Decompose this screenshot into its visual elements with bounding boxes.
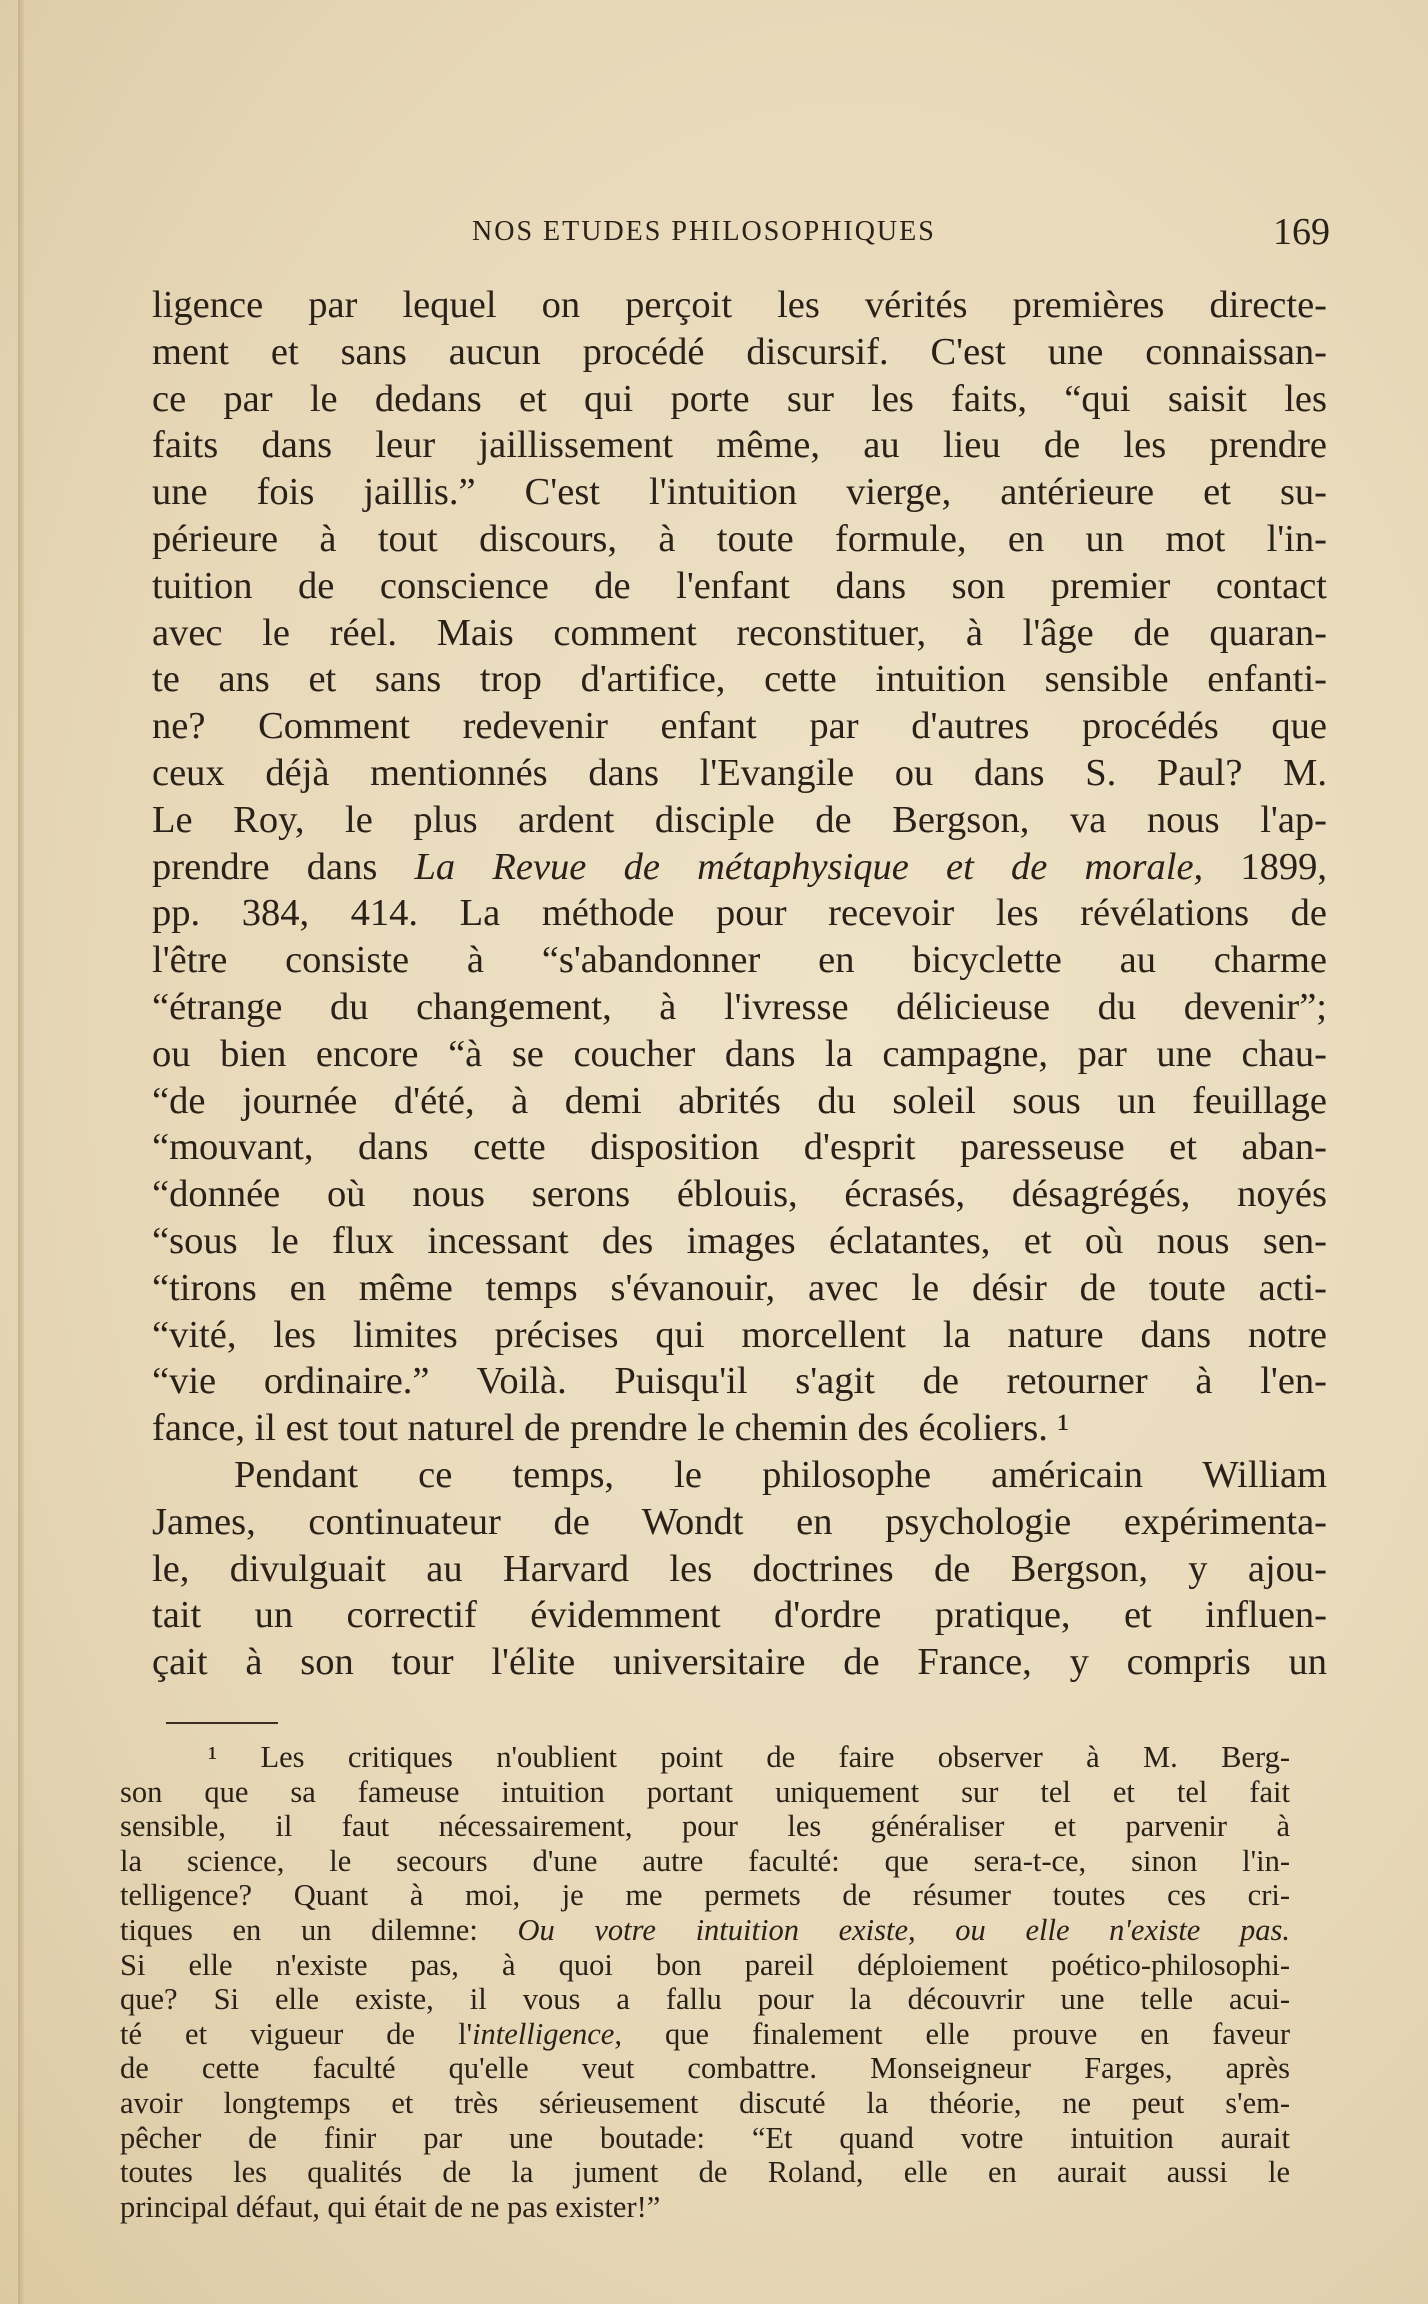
- body-line: “donnée où nous serons éblouis, écrasés, désagrégés, noyés: [152, 1173, 1327, 1216]
- running-title: NOS ETUDES PHILOSOPHIQUES: [472, 216, 936, 247]
- page-header: [150, 210, 1330, 260]
- body-line: ment et sans aucun procédé discursif. C'est une connaissan-: [152, 330, 1327, 373]
- footnote-line: sensible, il faut nécessairement, pour les généraliser et parvenir à: [120, 1809, 1290, 1844]
- body-line: “sous le flux incessant des images éclatantes, et où nous sen-: [152, 1219, 1327, 1262]
- body-line: l'être consiste à “s'abandonner en bicyclette au charme: [152, 939, 1327, 982]
- body-line: ne? Comment redevenir enfant par d'autres procédés que: [152, 705, 1327, 748]
- footnote-line: principal défaut, qui était de ne pas exister!”: [120, 2189, 661, 2224]
- body-text: [152, 282, 1327, 1686]
- footnote: [120, 1740, 1290, 2224]
- body-line: ligence par lequel on perçoit les vérités premières directe-: [152, 284, 1327, 326]
- body-line: pp. 384, 414. La méthode pour recevoir les révélations de: [152, 892, 1327, 935]
- body-line: te ans et sans trop d'artifice, cette intuition sensible enfanti-: [152, 658, 1327, 701]
- footnote-line: que? Si elle existe, il vous a fallu pour la découvrir une telle acui-: [120, 1982, 1290, 2017]
- body-line: avec le réel. Mais comment reconstituer, à l'âge de quaran-: [152, 611, 1327, 654]
- page-gutter-shadow: [18, 0, 24, 2304]
- body-line: le, divulguait au Harvard les doctrines de Bergson, y ajou-: [152, 1547, 1327, 1590]
- body-line: “vie ordinaire.” Voilà. Puisqu'il s'agit de retourner à l'en-: [152, 1360, 1327, 1403]
- body-line: tait un correctif évidemment d'ordre pratique, et influen-: [152, 1594, 1327, 1637]
- body-line: “étrange du changement, à l'ivresse délicieuse du devenir”;: [152, 985, 1327, 1028]
- footnote-line: telligence? Quant à moi, je me permets de résumer toutes ces cri-: [120, 1878, 1290, 1913]
- body-line: James, continuateur de Wondt en psychologie expérimenta-: [152, 1500, 1327, 1543]
- footnote-text-segment: té et vigueur de l': [120, 2016, 473, 2051]
- body-line: une fois jaillis.” C'est l'intuition vierge, antérieure et su-: [152, 471, 1327, 514]
- body-line: “tirons en même temps s'évanouir, avec le désir de toute acti-: [152, 1266, 1327, 1309]
- page-number: 169: [1273, 211, 1330, 253]
- body-line: ou bien encore “à se coucher dans la campagne, par une chau-: [152, 1032, 1327, 1075]
- footnote-line: toutes les qualités de la jument de Roland, elle en aurait aussi le: [120, 2155, 1290, 2190]
- body-line: tuition de conscience de l'enfant dans son premier contact: [152, 564, 1327, 607]
- body-line: “mouvant, dans cette disposition d'esprit paresseuse et aban-: [152, 1126, 1327, 1169]
- footnote-rule: [166, 1722, 278, 1724]
- footnote-line: ¹ Les critiques n'oublient point de faire observer à M. Berg-: [208, 1740, 1290, 1774]
- intelligence-italic: intelligence,: [472, 2016, 622, 2051]
- journal-title: La Revue de métaphysique et de morale,: [414, 845, 1204, 888]
- footnote-line: pêcher de finir par une boutade: “Et quand votre intuition aurait: [120, 2120, 1290, 2155]
- body-line: “vité, les limites précises qui morcellent la nature dans notre: [152, 1313, 1327, 1356]
- body-text-segment: 1899,: [1203, 845, 1327, 888]
- body-text-segment: prendre dans: [152, 845, 415, 888]
- body-line: périeure à tout discours, à toute formule, en un mot l'in-: [152, 517, 1327, 560]
- footnote-text-segment: tiques en un dilemne:: [120, 1912, 518, 1947]
- footnote-text-segment: que finalement elle prouve en faveur: [621, 2016, 1291, 2051]
- body-line: “de journée d'été, à demi abrités du soleil sous un feuillage: [152, 1079, 1327, 1122]
- footnote-line: avoir longtemps et très sérieusement discuté la théorie, ne peut s'em-: [120, 2085, 1290, 2120]
- body-line: ceux déjà mentionnés dans l'Evangile ou dans S. Paul? M.: [152, 751, 1327, 794]
- footnote-line-with-italic: [120, 2017, 1290, 2052]
- body-line: faits dans leur jaillissement même, au lieu de les prendre: [152, 424, 1327, 467]
- footnote-line: son que sa fameuse intuition portant uniquement sur tel et tel fait: [120, 1774, 1290, 1809]
- body-line-with-title: [152, 844, 1327, 891]
- body-line: çait à son tour l'élite universitaire de France, y compris un: [152, 1641, 1327, 1684]
- dilemma-italic: Ou votre intuition existe, ou elle n'existe pas.: [517, 1912, 1290, 1947]
- footnote-line-with-dilemma: [120, 1913, 1290, 1948]
- footnote-line: la science, le secours d'une autre faculté: que sera-t-ce, sinon l'in-: [120, 1843, 1290, 1878]
- body-line: ce par le dedans et qui porte sur les faits, “qui saisit les: [152, 377, 1327, 420]
- footnote-line: de cette faculté qu'elle veut combattre. Monseigneur Farges, après: [120, 2051, 1290, 2086]
- body-line: fance, il est tout naturel de prendre le chemin des écoliers. ¹: [152, 1407, 1069, 1450]
- body-line: Le Roy, le plus ardent disciple de Bergson, va nous l'ap-: [152, 798, 1327, 841]
- footnote-line: Si elle n'existe pas, à quoi bon pareil déploiement poético-philosophi-: [120, 1947, 1290, 1982]
- paragraph-start-line: Pendant ce temps, le philosophe américain William: [234, 1453, 1327, 1496]
